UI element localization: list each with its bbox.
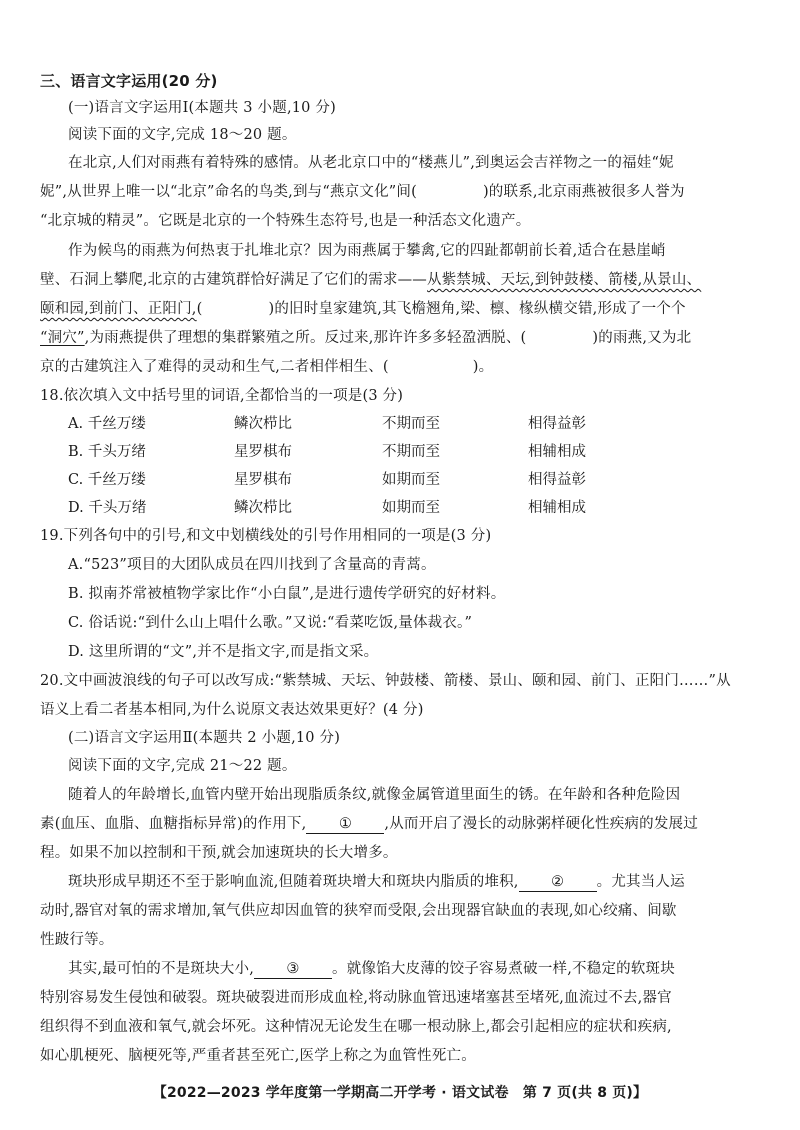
- question-19-stem: 19.下列各句中的引号,和文中划横线处的引号作用相同的一项是(3 分): [40, 528, 492, 544]
- answer-blank-3[interactable]: ③: [254, 960, 332, 979]
- footer-subject: 语文试卷: [451, 1085, 509, 1101]
- option-c-col1: C. 千丝万缕: [68, 472, 146, 488]
- answer-blank-2[interactable]: ②: [519, 873, 597, 892]
- passage-line: “洞穴”,为雨燕提供了理想的集群繁殖之所。反过来,那许许多多轻盈洒脱、( )的雨燕,又为北: [40, 330, 692, 346]
- section-title: 三、语言文字运用(20 分): [40, 72, 218, 90]
- option-b-col4: 相辅相成: [528, 444, 586, 460]
- question-19-option-c: C. 俗话说:“到什么山上唱什么歌。”又说:“看菜吃饭,量体裁衣。”: [68, 615, 473, 631]
- passage-line: 颐和园,到前门、正阳门,( )的旧时皇家建筑,其飞檐翘角,梁、檩、椽纵横交错,形成了一个个: [40, 301, 686, 317]
- option-d-col1: D. 千头万绪: [68, 500, 147, 516]
- passage2-line: 其实,最可怕的不是斑块大小, ③ 。就像馅大皮薄的饺子容易煮破一样,不稳定的软斑块: [68, 961, 675, 977]
- question-19-option-d: D. 这里所谓的“文”,并不是指文字,而是指文采。: [68, 644, 379, 660]
- passage-line: 京的古建筑注入了难得的灵动和生气,二者相伴相生、( )。: [40, 359, 494, 375]
- option-c-col3: 如期而至: [382, 472, 440, 488]
- option-b-col3: 不期而至: [382, 444, 440, 460]
- passage-line: “北京城的精灵”。它既是北京的一个特殊生态符号,也是一种活态文化遗产。: [40, 213, 531, 229]
- option-a-col4: 相得益彰: [528, 416, 586, 432]
- passage2-line: 如心肌梗死、脑梗死等,严重者甚至死亡,医学上称之为血管性死亡。: [40, 1048, 476, 1064]
- option-c-col4: 相得益彰: [528, 472, 586, 488]
- passage2-line: 斑块形成早期还不至于影响血流,但随着斑块增大和斑块内脂质的堆积, ② 。尤其当人运: [68, 874, 685, 890]
- answer-blank-1[interactable]: ①: [306, 815, 384, 834]
- part2-heading: (二)语言文字运用Ⅱ(本题共 2 小题,10 分): [68, 730, 341, 746]
- footer-page-number: 第 7 页(共 8 页)】: [508, 1085, 648, 1101]
- passage-line: 壁、石洞上攀爬,北京的古建筑群恰好满足了它们的需求——从紫禁城、天坛,到钟鼓楼、箭楼,从景山、: [40, 272, 702, 288]
- question-19-option-b: B. 拟南芥常被植物学家比作“小白鼠”,是进行遗传学研究的好材料。: [68, 586, 506, 602]
- option-b-col2: 星罗棋布: [234, 444, 292, 460]
- wavy-underlined-text: 从紫禁城、天坛,到钟鼓楼、箭楼,从景山、: [427, 272, 702, 288]
- passage-line: 妮”,从世界上唯一以“北京”命名的鸟类,到与“燕京文化”间( )的联系,北京雨燕被很多人誉为: [40, 184, 685, 200]
- option-d-col4: 相辅相成: [528, 500, 586, 516]
- instruction-1: 阅读下面的文字,完成 18～20 题。: [68, 127, 297, 143]
- question-20-line2: 语义上看二者基本相同,为什么说原文表达效果更好？(4 分): [40, 702, 424, 718]
- option-d-col2: 鳞次栉比: [234, 500, 292, 516]
- question-19-option-a: A.“523”项目的大团队成员在四川找到了含量高的青蒿。: [68, 557, 436, 573]
- passage2-line: 性跛行等。: [40, 932, 114, 948]
- part1-heading: (一)语言文字运用Ⅰ(本题共 3 小题,10 分): [68, 100, 336, 116]
- underlined-quote: “洞穴”: [40, 330, 85, 346]
- passage2-line: 程。如果不加以控制和干预,就会加速斑块的长大增多。: [40, 845, 398, 861]
- passage2-line: 随着人的年龄增长,血管内壁开始出现脂质条纹,就像金属管道里面生的锈。在年龄和各种危险因: [68, 787, 681, 803]
- passage-line: 作为候鸟的雨燕为何热衷于扎堆北京？因为雨燕属于攀禽,它的四趾都朝前长着,适合在悬崖峭: [68, 243, 666, 259]
- option-a-col2: 鳞次栉比: [234, 416, 292, 432]
- option-c-col2: 星罗棋布: [234, 472, 292, 488]
- passage2-line: 特别容易发生侵蚀和破裂。斑块破裂进而形成血栓,将动脉血管迅速堵塞甚至堵死,血流过不去,器官: [40, 990, 672, 1006]
- page-footer: [0, 1082, 800, 1104]
- passage2-line: 动时,器官对氧的需求增加,氧气供应却因血管的狭窄而受限,会出现器官缺血的表现,如心绞痛、间歇: [40, 903, 677, 919]
- instruction-2: 阅读下面的文字,完成 21～22 题。: [68, 758, 297, 774]
- footer-exam-title: 【2022—2023 学年度第一学期高二开学考 ·: [152, 1085, 452, 1101]
- passage-line: 在北京,人们对雨燕有着特殊的感情。从老北京口中的“楼燕儿”,到奥运会吉祥物之一的福娃“妮: [68, 155, 674, 171]
- passage2-line: 素(血压、血脂、血糖指标异常)的作用下, ① ,从而开启了漫长的动脉粥样硬化性疾病的发展过: [40, 816, 698, 832]
- wavy-underlined-text: 颐和园,到前门、正阳门,: [40, 301, 197, 317]
- option-d-col3: 如期而至: [382, 500, 440, 516]
- option-a-col3: 不期而至: [382, 416, 440, 432]
- option-b-col1: B. 千头万绪: [68, 444, 146, 460]
- option-a-col1: A. 千丝万缕: [68, 416, 146, 432]
- question-18-stem: 18.依次填入文中括号里的词语,全都恰当的一项是(3 分): [40, 388, 404, 404]
- question-20-line1: 20.文中画波浪线的句子可以改写成:“紫禁城、天坛、钟鼓楼、箭楼、景山、颐和园、前门、正阳门……”从: [40, 673, 731, 689]
- passage2-line: 组织得不到血液和氧气,就会坏死。这种情况无论发生在哪一根动脉上,都会引起相应的症状和疾病,: [40, 1019, 672, 1035]
